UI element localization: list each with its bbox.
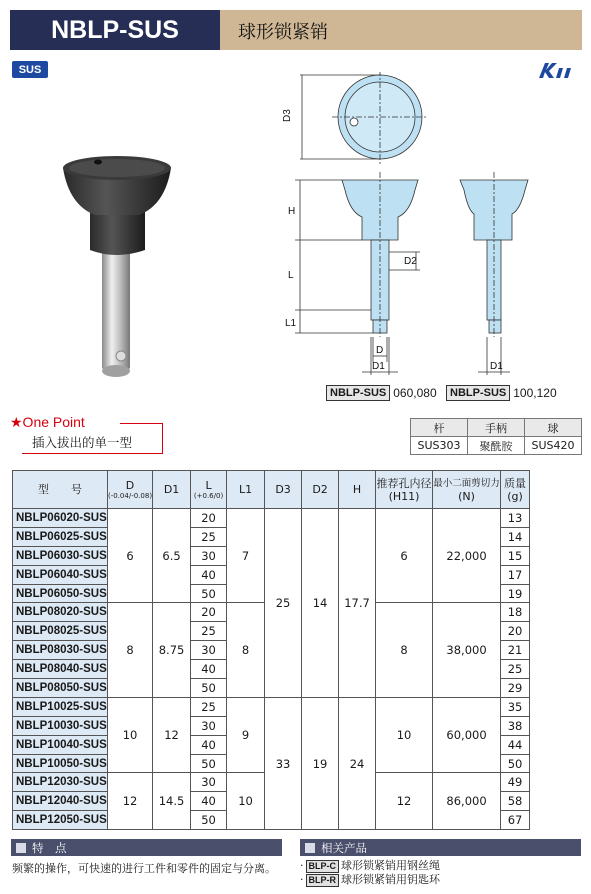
related-bar xyxy=(300,839,581,856)
part-number: NBLP10040-SUS xyxy=(13,735,108,754)
cell-l: 20 xyxy=(191,509,227,528)
cell-mass: 14 xyxy=(501,527,530,546)
cell-shear: 60,000 xyxy=(433,697,501,773)
cell-l: 30 xyxy=(191,773,227,792)
cell-mass: 67 xyxy=(501,811,530,830)
spec-table xyxy=(12,470,530,830)
part-number: NBLP08025-SUS xyxy=(13,622,108,641)
product-photo xyxy=(55,150,195,380)
material-value: 聚酰胺 xyxy=(468,437,525,455)
cell-d: 6 xyxy=(108,509,153,603)
cell-mass: 35 xyxy=(501,697,530,716)
material-header: 球 xyxy=(525,419,582,437)
cell-mass: 15 xyxy=(501,546,530,565)
table-row xyxy=(13,509,530,528)
col-d: D (-0.04/-0.08) xyxy=(108,471,153,509)
cell-l: 20 xyxy=(191,603,227,622)
cell-mass: 25 xyxy=(501,660,530,679)
cell-hole: 12 xyxy=(376,773,433,830)
part-number: NBLP12040-SUS xyxy=(13,792,108,811)
col-d1: D1 xyxy=(153,471,191,509)
part-number: NBLP06040-SUS xyxy=(13,565,108,584)
part-number: NBLP10030-SUS xyxy=(13,716,108,735)
part-number: NBLP10025-SUS xyxy=(13,697,108,716)
cell-d: 12 xyxy=(108,773,153,830)
cell-l: 50 xyxy=(191,811,227,830)
caption-sizes: 060,080 xyxy=(393,386,437,400)
cell-d: 8 xyxy=(108,603,153,697)
product-name: 球形锁紧销 xyxy=(238,22,328,43)
caption-sizes: 100,120 xyxy=(513,386,557,400)
cell-d2: 14 xyxy=(302,509,339,698)
cell-l: 30 xyxy=(191,641,227,660)
cell-l1: 10 xyxy=(227,773,265,830)
cell-d: 10 xyxy=(108,697,153,773)
cell-l1: 8 xyxy=(227,603,265,697)
dim-d: D xyxy=(376,345,384,356)
table-row xyxy=(13,697,530,716)
cell-hole: 10 xyxy=(376,697,433,773)
part-number: NBLP06050-SUS xyxy=(13,584,108,603)
part-number: NBLP12030-SUS xyxy=(13,773,108,792)
cell-h: 24 xyxy=(339,697,376,829)
cell-d3: 33 xyxy=(265,697,302,829)
cell-mass: 20 xyxy=(501,622,530,641)
cell-l: 30 xyxy=(191,716,227,735)
features-bar xyxy=(11,839,282,856)
part-number: NBLP08050-SUS xyxy=(13,679,108,698)
part-number: NBLP08030-SUS xyxy=(13,641,108,660)
dim-l: L xyxy=(288,270,294,281)
product-code: NBLP-SUS xyxy=(10,10,220,50)
cell-d1: 12 xyxy=(153,697,191,773)
related-text: 球形锁紧销用钢丝绳 xyxy=(341,859,440,872)
col-model: 型 号 xyxy=(13,471,108,509)
part-number: NBLP08040-SUS xyxy=(13,660,108,679)
cell-l1: 7 xyxy=(227,509,265,603)
col-d3: D3 xyxy=(265,471,302,509)
cell-mass: 17 xyxy=(501,565,530,584)
dim-d2: D2 xyxy=(404,256,417,267)
cell-l: 50 xyxy=(191,679,227,698)
caption-small xyxy=(326,385,437,401)
one-point-title: ★One Point xyxy=(10,414,85,430)
col-l1: L1 xyxy=(227,471,265,509)
dim-h: H xyxy=(288,206,296,217)
one-point-rule xyxy=(120,423,163,424)
cell-mass: 19 xyxy=(501,584,530,603)
cell-l: 25 xyxy=(191,622,227,641)
cell-l: 40 xyxy=(191,792,227,811)
cell-mass: 29 xyxy=(501,679,530,698)
material-header: 手柄 xyxy=(468,419,525,437)
part-number: NBLP06025-SUS xyxy=(13,527,108,546)
material-badge: SUS xyxy=(12,61,48,78)
cell-shear: 38,000 xyxy=(433,603,501,697)
cell-l: 30 xyxy=(191,546,227,565)
features-title: 特 点 xyxy=(32,840,67,855)
cell-l: 40 xyxy=(191,660,227,679)
cell-l: 50 xyxy=(191,754,227,773)
material-value: SUS303 xyxy=(411,437,468,455)
part-number: NBLP08020-SUS xyxy=(13,603,108,622)
cell-mass: 44 xyxy=(501,735,530,754)
cell-h: 17.7 xyxy=(339,509,376,698)
cell-mass: 13 xyxy=(501,509,530,528)
related-code: BLP-C xyxy=(306,860,340,873)
header-bar xyxy=(10,10,582,50)
cell-mass: 38 xyxy=(501,716,530,735)
cell-l: 50 xyxy=(191,584,227,603)
cell-hole: 8 xyxy=(376,603,433,697)
dim-l1: L1 xyxy=(285,318,297,329)
related-code: BLP-R xyxy=(306,874,340,887)
material-table xyxy=(410,418,582,455)
one-point-text: 插入拔出的单一型 xyxy=(32,435,133,450)
caption-code: NBLP-SUS xyxy=(446,385,510,401)
cell-d3: 25 xyxy=(265,509,302,698)
cell-l: 40 xyxy=(191,565,227,584)
caption-code: NBLP-SUS xyxy=(326,385,390,401)
cell-mass: 50 xyxy=(501,754,530,773)
cell-mass: 21 xyxy=(501,641,530,660)
cell-mass: 49 xyxy=(501,773,530,792)
cell-l: 25 xyxy=(191,527,227,546)
col-d2: D2 xyxy=(302,471,339,509)
dim-d3: D3 xyxy=(282,109,293,122)
col-shear: 最小二面剪切力 (N) xyxy=(433,471,501,509)
cell-mass: 18 xyxy=(501,603,530,622)
one-point-note xyxy=(10,414,162,454)
related-text: 球形锁紧销用钥匙环 xyxy=(341,873,440,886)
cell-l: 40 xyxy=(191,735,227,754)
col-l: L (+0.6/0) xyxy=(191,471,227,509)
col-hole: 推荐孔内径 (H11) xyxy=(376,471,433,509)
cell-shear: 22,000 xyxy=(433,509,501,603)
technical-drawing xyxy=(270,72,560,377)
col-h: H xyxy=(339,471,376,509)
dim-d1-right: D1 xyxy=(490,361,503,372)
cell-hole: 6 xyxy=(376,509,433,603)
cell-d1: 14.5 xyxy=(153,773,191,830)
cell-d1: 6.5 xyxy=(153,509,191,603)
caption-large xyxy=(446,385,557,401)
cell-l1: 9 xyxy=(227,697,265,773)
related-title: 相关产品 xyxy=(321,840,367,855)
related-item[interactable]: · BLP-C 球形锁紧销用钢丝绳 xyxy=(300,859,440,872)
cell-shear: 86,000 xyxy=(433,773,501,830)
dim-d1: D1 xyxy=(372,361,385,372)
part-number: NBLP10050-SUS xyxy=(13,754,108,773)
cell-d1: 8.75 xyxy=(153,603,191,697)
material-value: SUS420 xyxy=(525,437,582,455)
cell-l: 25 xyxy=(191,697,227,716)
part-number: NBLP06030-SUS xyxy=(13,546,108,565)
cell-mass: 58 xyxy=(501,792,530,811)
col-mass: 质量 (g) xyxy=(501,471,530,509)
cell-d2: 19 xyxy=(302,697,339,829)
material-header: 杆 xyxy=(411,419,468,437)
features-text: 频繁的操作，可快速的进行工件和零件的固定与分离。 xyxy=(12,862,276,875)
related-item[interactable]: · BLP-R 球形锁紧销用钥匙环 xyxy=(300,873,440,886)
related-list xyxy=(300,859,440,887)
part-number: NBLP12050-SUS xyxy=(13,811,108,830)
part-number: NBLP06020-SUS xyxy=(13,509,108,528)
